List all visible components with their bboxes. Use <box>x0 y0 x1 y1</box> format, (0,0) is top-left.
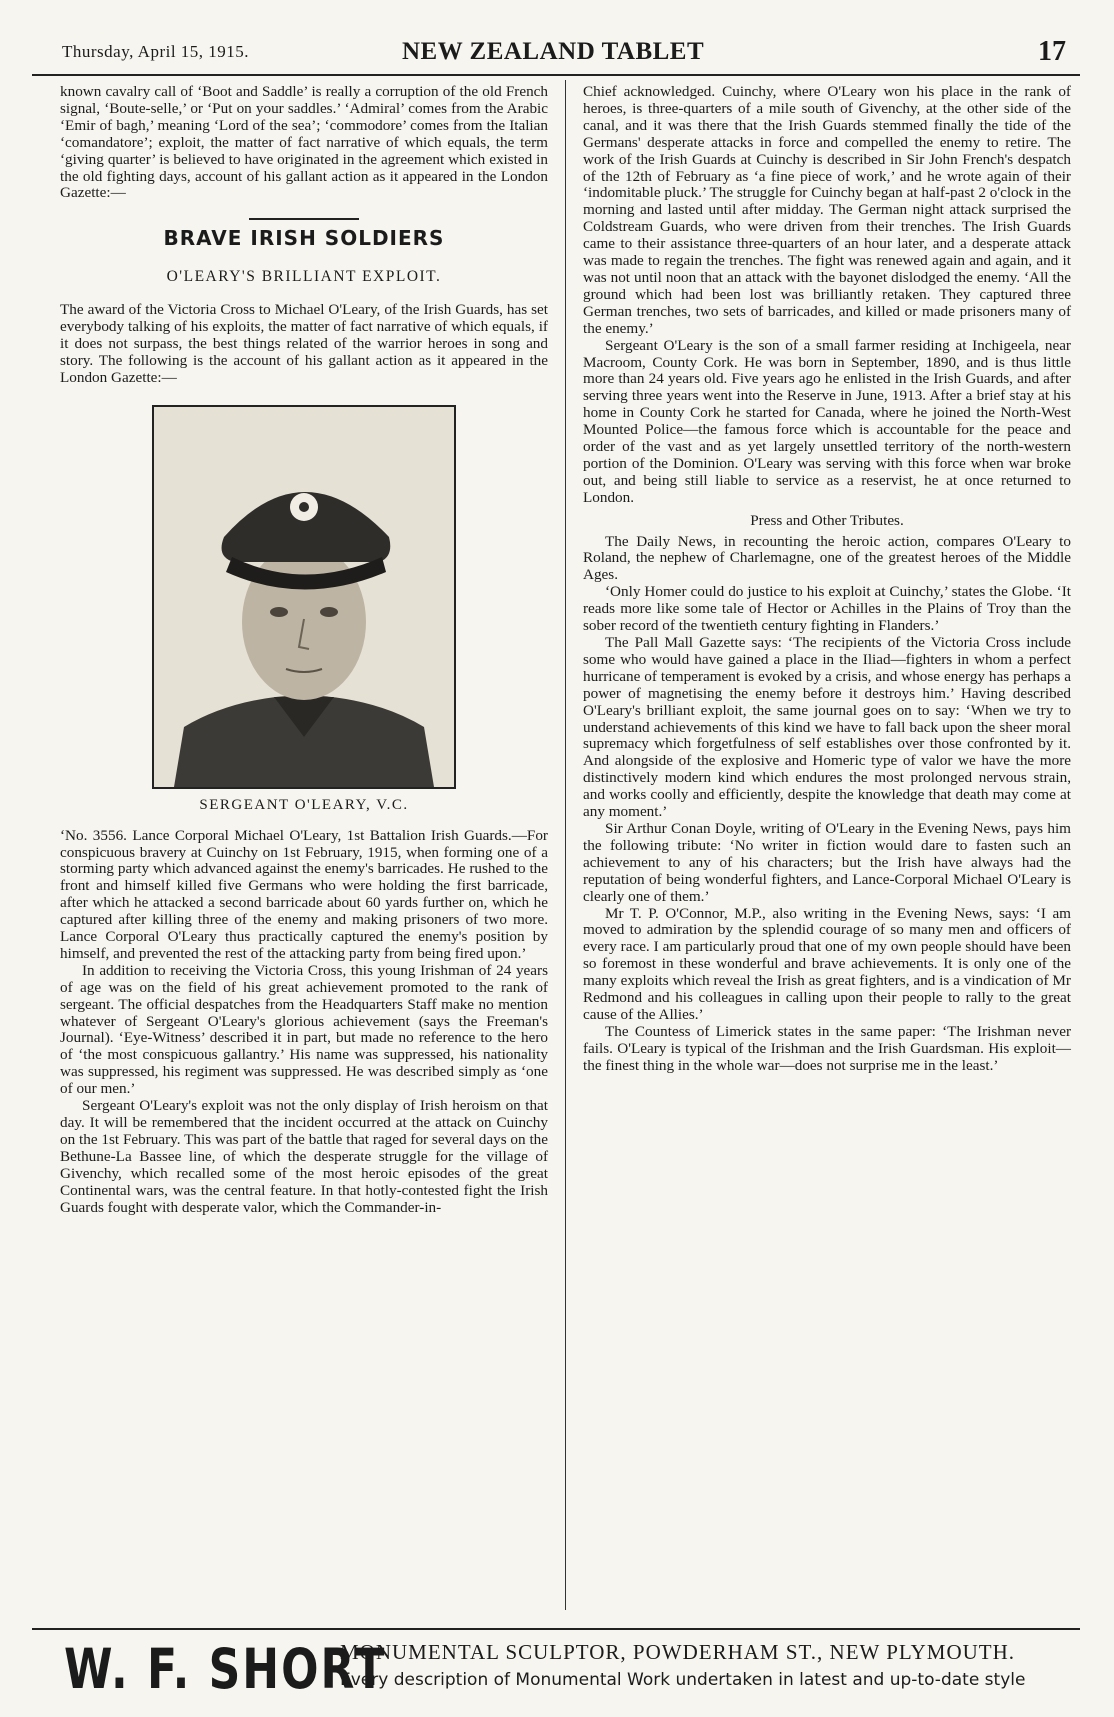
advert-line-1: MONUMENTAL SCULPTOR, POWDERHAM ST., NEW PLYMOUTH. <box>340 1640 1016 1664</box>
masthead <box>32 34 1080 76</box>
article-headline: BRAVE IRISH SOLDIERS <box>163 226 445 251</box>
soldier-portrait-image <box>154 407 454 787</box>
article-paragraph: Chief acknowledged. Cuinchy, where O'Leary won his place in the rank of heroes, is three-quarters of a mile south of Givenchy, at the other side of the canal, and it was there that the Irish Guards stemmed finally the tide of the Germans' desperate attacks in force and compelled the enemy to retire. The work of the Irish Guards at Cuinchy is described in Sir John French's despatch of the 12th of February as ‘a fine piece of work,’ and he wrote again of their ‘indomitable pluck.’ The struggle for Cuinchy began at half-past 2 o'clock in the morning and lasted until after midday. The German night attack surprised the Coldstream Guards, who were driven from their trenches. The Irish Guards came to their assistance three-quarters of an hour later, and a desperate attack was made to regain the trenches. The fight was renewed again and again, and it was not until noon that an attack with the bayonet dislodged the enemy. ‘All the ground which had been lost was brilliantly retaken. They captured three German trenches, two sets of barricades, and killed or made prisoners many of the enemy.’ <box>583 83 1071 337</box>
article-paragraph: ‘Only Homer could do justice to his exploit at Cuinchy,’ states the Globe. ‘It reads more like some tale of Hector or Achilles in the Plains of Troy than the sober record of the twentieth century fighting in Flanders.’ <box>583 583 1071 635</box>
article-paragraph: In addition to receiving the Victoria Cross, this young Irishman of 24 years of age was on the field of his great achievement promoted to the rank of sergeant. The official despatches from the Headquarters Staff make no mention whatever of Sergeant O'Leary's glorious achievement (says the Freeman's Journal). ‘Eye-Witness’ described it in part, but made no reference to the hero of ‘the most conspicuous gallantry.’ His name was suppressed, his nationality was suppressed, his regiment was suppressed. He was described simply as ‘one of our men.’ <box>60 961 548 1098</box>
right-column <box>583 84 1071 1075</box>
page-number: 17 <box>1038 36 1066 67</box>
article-subhead: O'LEARY'S BRILLIANT EXPLOIT. <box>166 268 442 286</box>
article-paragraph: The Pall Mall Gazette says: ‘The recipients of the Victoria Cross include some who would have gained a place in the Iliad—fighters in whom a perfect hurricane of temperament is evoked by a crisis, and whose energy has perhaps a power of magnetising the enemy before it destroys him.’ Having described O'Leary's brilliant exploit, the same journal goes on to say: ‘When we try to understand achievements of this kind we have to fall back upon the sheer moral supremacy which forgetfulness of self establishes over those confronted by it. And alongside of the explosive and Homeric type of valor we have the more distinctively modern kind which endures the most prolonged nervous strain, and works coolly and efficiently, despite the knowledge that death may come at any moment.’ <box>583 634 1071 821</box>
article-paragraph: The award of the Victoria Cross to Michael O'Leary, of the Irish Guards, has set everybody talking of his exploits, the matter of fact narrative of which equals, if it does not surpass, the best things related of the warrior heroes in song and story. The following is the account of his gallant action as it appeared in the London Gazette:— <box>60 301 548 386</box>
issue-date: Thursday, April 15, 1915. <box>62 42 250 61</box>
left-column <box>60 84 548 1216</box>
article-paragraph: Sergeant O'Leary is the son of a small farmer residing at Inchigeela, near Macroom, County Cork. He was born in September, 1890, and is thus little more than 24 years old. Five years ago he enlisted in the Irish Guards, and after serving three years went into the Reserve in June, 1913. After a brief stay at his home in County Cork he started for Canada, where he joined the North-West Mounted Police—the famous force which is accountable for the peace and order of the vast and as yet largely unsettled territory of the north-western portion of the Dominion. O'Leary was serving with this force when war broke out, and being still liable to service as a reservist, he at once returned to London. <box>583 336 1071 506</box>
advert-name: W. F. SHORT <box>64 1638 387 1702</box>
photo-caption: SERGEANT O'LEARY, V.C. <box>199 796 409 813</box>
intro-paragraph: known cavalry call of ‘Boot and Saddle’ is really a corruption of the old French signal, ‘Boute-selle,’ or ‘Put on your saddles.’ ‘Admiral’ comes from the Arabic ‘Emir of bagh,’ meaning ‘Lord of the sea’; ‘commodore’ comes from the Italian ‘comandatore’; exploit, the matter of fact narrative of which equals, the term ‘giving quarter’ is believed to have originated in the agreement which existed in the old fighting days, account of his gallant action as it appeared in the London Gazette:— <box>60 83 548 202</box>
article-paragraph: The Countess of Limerick states in the same paper: ‘The Irishman never fails. O'Leary is typical of the Irishman and the Irish Guardsman. His exploit—the finest thing in the whole war—does not surprise me in the least.’ <box>583 1022 1071 1074</box>
column-divider <box>565 80 566 1610</box>
advert-line-2: Every description of Monumental Work undertaken in latest and up-to-date style <box>340 1670 1026 1690</box>
article-paragraph: Mr T. P. O'Connor, M.P., also writing in the Evening News, says: ‘I am moved to admiration by the splendid courage of so many men and officers of every race. I am particularly proud that one of my own people should have been so foremost in these wonderful and brave achievements. It is only one of the many exploits which reveal the Irish as great fighters, and is a vindication of Mr Redmond and his colleagues in calling upon their people to rally to the great cause of the Allies.’ <box>583 904 1071 1023</box>
citation-paragraph: ‘No. 3556. Lance Corporal Michael O'Leary, 1st Battalion Irish Guards.—For conspicuous bravery at Cuinchy on 1st February, 1915, when forming one of a storming party which advanced against the enemy's barricades. He rushed to the front and himself killed five Germans who were holding the first barricade, after which he attacked a second barricade about 60 yards further on, which he captured after killing three of the enemy and making prisoners of two more. Lance Corporal O'Leary thus practically captured the enemy's position by himself, and prevented the rest of the attacking party from being fired upon.’ <box>60 826 548 962</box>
article-paragraph: Sergeant O'Leary's exploit was not the only display of Irish heroism on that day. It will be remembered that the incident occurred at the attack on Cuinchy on the 1st February. This was part of the battle that raged for several days on the Bethune-La Bassee line, of which the desperate struggle for the village of Givenchy, which recalled some of the most heroic episodes of the great Continental wars, was the central feature. In that hotly-contested fight the Irish Guards fought with desperate valor, which the Commander-in- <box>60 1097 548 1216</box>
advert-rule <box>32 1628 1080 1630</box>
publication-title: NEW ZEALAND TABLET <box>402 38 705 65</box>
section-rule <box>249 218 359 220</box>
article-paragraph: Sir Arthur Conan Doyle, writing of O'Leary in the Evening News, pays him the following tribute: ‘No writer in fiction would dare to fasten such an achievement to any of his characters; but the Irish have always had the reputation of being wonderful fighters, and Lance-Corporal Michael O'Leary is clearly one of them.’ <box>583 819 1071 905</box>
portrait-photo <box>152 405 456 789</box>
article-paragraph: The Daily News, in recounting the heroic action, compares O'Leary to Roland, the nephew of Charlemagne, one of the greatest heroes of the Middle Ages. <box>583 532 1071 584</box>
tributes-subheading: Press and Other Tributes. <box>750 511 904 529</box>
